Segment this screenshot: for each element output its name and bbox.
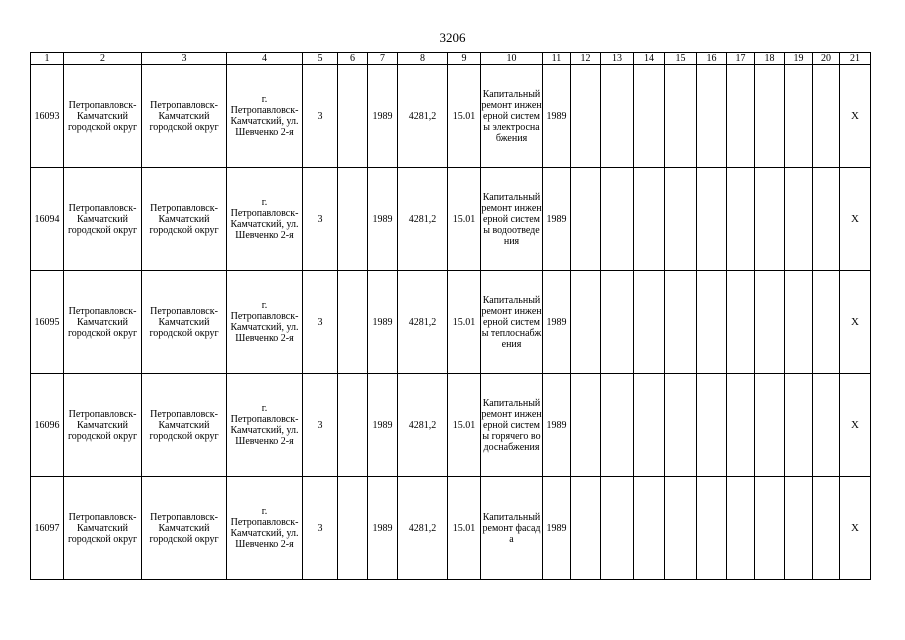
municipality-cell: Петропавловск-Камчатский городской округ [64,374,142,477]
column-6-cell [338,65,368,168]
column-number-3: 3 [142,53,227,65]
empty-cell [571,65,601,168]
column-number-16: 16 [697,53,727,65]
work-type-cell: Капитальный ремонт фасада [481,477,543,580]
year-built-cell: 1989 [368,65,398,168]
empty-cell [785,271,813,374]
municipality-cell: Петропавловск-Камчатский городской округ [64,477,142,580]
column-number-13: 13 [601,53,634,65]
empty-cell [665,168,697,271]
code-cell: 15.01 [448,65,481,168]
mark-cell: X [840,65,871,168]
settlement-cell: Петропавловск-Камчатский городской округ [142,477,227,580]
empty-cell [634,374,665,477]
address-cell: г. Петропавловск-Камчатский, ул. Шевченко 2-я [227,65,303,168]
settlement-cell: Петропавловск-Камчатский городской округ [142,168,227,271]
register-table [30,52,871,580]
record-id: 16096 [31,374,64,477]
empty-cell [697,271,727,374]
empty-cell [601,477,634,580]
empty-cell [755,374,785,477]
year-built-cell: 1989 [368,374,398,477]
empty-cell [697,65,727,168]
work-type-cell: Капитальный ремонт инженерной системы водоотведения [481,168,543,271]
empty-cell [697,374,727,477]
column-number-18: 18 [755,53,785,65]
column-number-10: 10 [481,53,543,65]
empty-cell [571,374,601,477]
table-row [31,65,871,168]
settlement-cell: Петропавловск-Камчатский городской округ [142,374,227,477]
work-type-cell: Капитальный ремонт инженерной системы теплоснабжения [481,271,543,374]
address-cell: г. Петропавловск-Камчатский, ул. Шевченко 2-я [227,374,303,477]
column-number-9: 9 [448,53,481,65]
area-cell: 4281,2 [398,374,448,477]
empty-cell [727,477,755,580]
address-cell: г. Петропавловск-Камчатский, ул. Шевченко 2-я [227,271,303,374]
area-cell: 4281,2 [398,477,448,580]
empty-cell [727,374,755,477]
table-row [31,477,871,580]
column-6-cell [338,168,368,271]
column-6-cell [338,271,368,374]
column-5-cell: 3 [303,477,338,580]
year-cell: 1989 [543,271,571,374]
column-number-14: 14 [634,53,665,65]
empty-cell [785,477,813,580]
table-body [31,65,871,580]
column-number-21: 21 [840,53,871,65]
column-number-4: 4 [227,53,303,65]
empty-cell [634,477,665,580]
column-6-cell [338,477,368,580]
empty-cell [697,168,727,271]
column-number-5: 5 [303,53,338,65]
page-number: 3206 [439,30,466,45]
table-row [31,168,871,271]
empty-cell [601,168,634,271]
record-id: 16094 [31,168,64,271]
area-cell: 4281,2 [398,168,448,271]
empty-cell [755,168,785,271]
code-cell: 15.01 [448,271,481,374]
empty-cell [727,65,755,168]
year-built-cell: 1989 [368,477,398,580]
empty-cell [813,168,840,271]
column-5-cell: 3 [303,374,338,477]
year-cell: 1989 [543,65,571,168]
mark-cell: X [840,477,871,580]
year-built-cell: 1989 [368,271,398,374]
empty-cell [785,168,813,271]
empty-cell [727,271,755,374]
empty-cell [571,168,601,271]
empty-cell [665,271,697,374]
column-number-19: 19 [785,53,813,65]
empty-cell [601,271,634,374]
table-row [31,374,871,477]
column-6-cell [338,374,368,477]
column-number-2: 2 [64,53,142,65]
code-cell: 15.01 [448,374,481,477]
column-number-17: 17 [727,53,755,65]
mark-cell: X [840,374,871,477]
empty-cell [755,65,785,168]
header-row [31,53,871,65]
empty-cell [571,271,601,374]
area-cell: 4281,2 [398,271,448,374]
mark-cell: X [840,271,871,374]
area-cell: 4281,2 [398,65,448,168]
empty-cell [634,271,665,374]
empty-cell [634,65,665,168]
address-cell: г. Петропавловск-Камчатский, ул. Шевченко 2-я [227,477,303,580]
year-cell: 1989 [543,168,571,271]
record-id: 16097 [31,477,64,580]
empty-cell [813,271,840,374]
empty-cell [813,477,840,580]
empty-cell [727,168,755,271]
table-row [31,271,871,374]
column-number-8: 8 [398,53,448,65]
municipality-cell: Петропавловск-Камчатский городской округ [64,271,142,374]
empty-cell [785,374,813,477]
empty-cell [665,374,697,477]
work-type-cell: Капитальный ремонт инженерной системы горячего водоснабжения [481,374,543,477]
work-type-cell: Капитальный ремонт инженерной системы электроснабжения [481,65,543,168]
column-5-cell: 3 [303,271,338,374]
empty-cell [785,65,813,168]
column-number-12: 12 [571,53,601,65]
year-cell: 1989 [543,477,571,580]
column-5-cell: 3 [303,65,338,168]
column-number-7: 7 [368,53,398,65]
municipality-cell: Петропавловск-Камчатский городской округ [64,65,142,168]
empty-cell [601,65,634,168]
column-number-20: 20 [813,53,840,65]
year-cell: 1989 [543,374,571,477]
settlement-cell: Петропавловск-Камчатский городской округ [142,65,227,168]
empty-cell [755,271,785,374]
empty-cell [634,168,665,271]
address-cell: г. Петропавловск-Камчатский, ул. Шевченко 2-я [227,168,303,271]
column-number-15: 15 [665,53,697,65]
column-5-cell: 3 [303,168,338,271]
settlement-cell: Петропавловск-Камчатский городской округ [142,271,227,374]
record-id: 16095 [31,271,64,374]
record-id: 16093 [31,65,64,168]
column-number-1: 1 [31,53,64,65]
empty-cell [755,477,785,580]
mark-cell: X [840,168,871,271]
empty-cell [571,477,601,580]
empty-cell [813,65,840,168]
empty-cell [813,374,840,477]
column-number-11: 11 [543,53,571,65]
empty-cell [665,65,697,168]
code-cell: 15.01 [448,477,481,580]
code-cell: 15.01 [448,168,481,271]
year-built-cell: 1989 [368,168,398,271]
empty-cell [665,477,697,580]
empty-cell [697,477,727,580]
municipality-cell: Петропавловск-Камчатский городской округ [64,168,142,271]
empty-cell [601,374,634,477]
column-number-6: 6 [338,53,368,65]
